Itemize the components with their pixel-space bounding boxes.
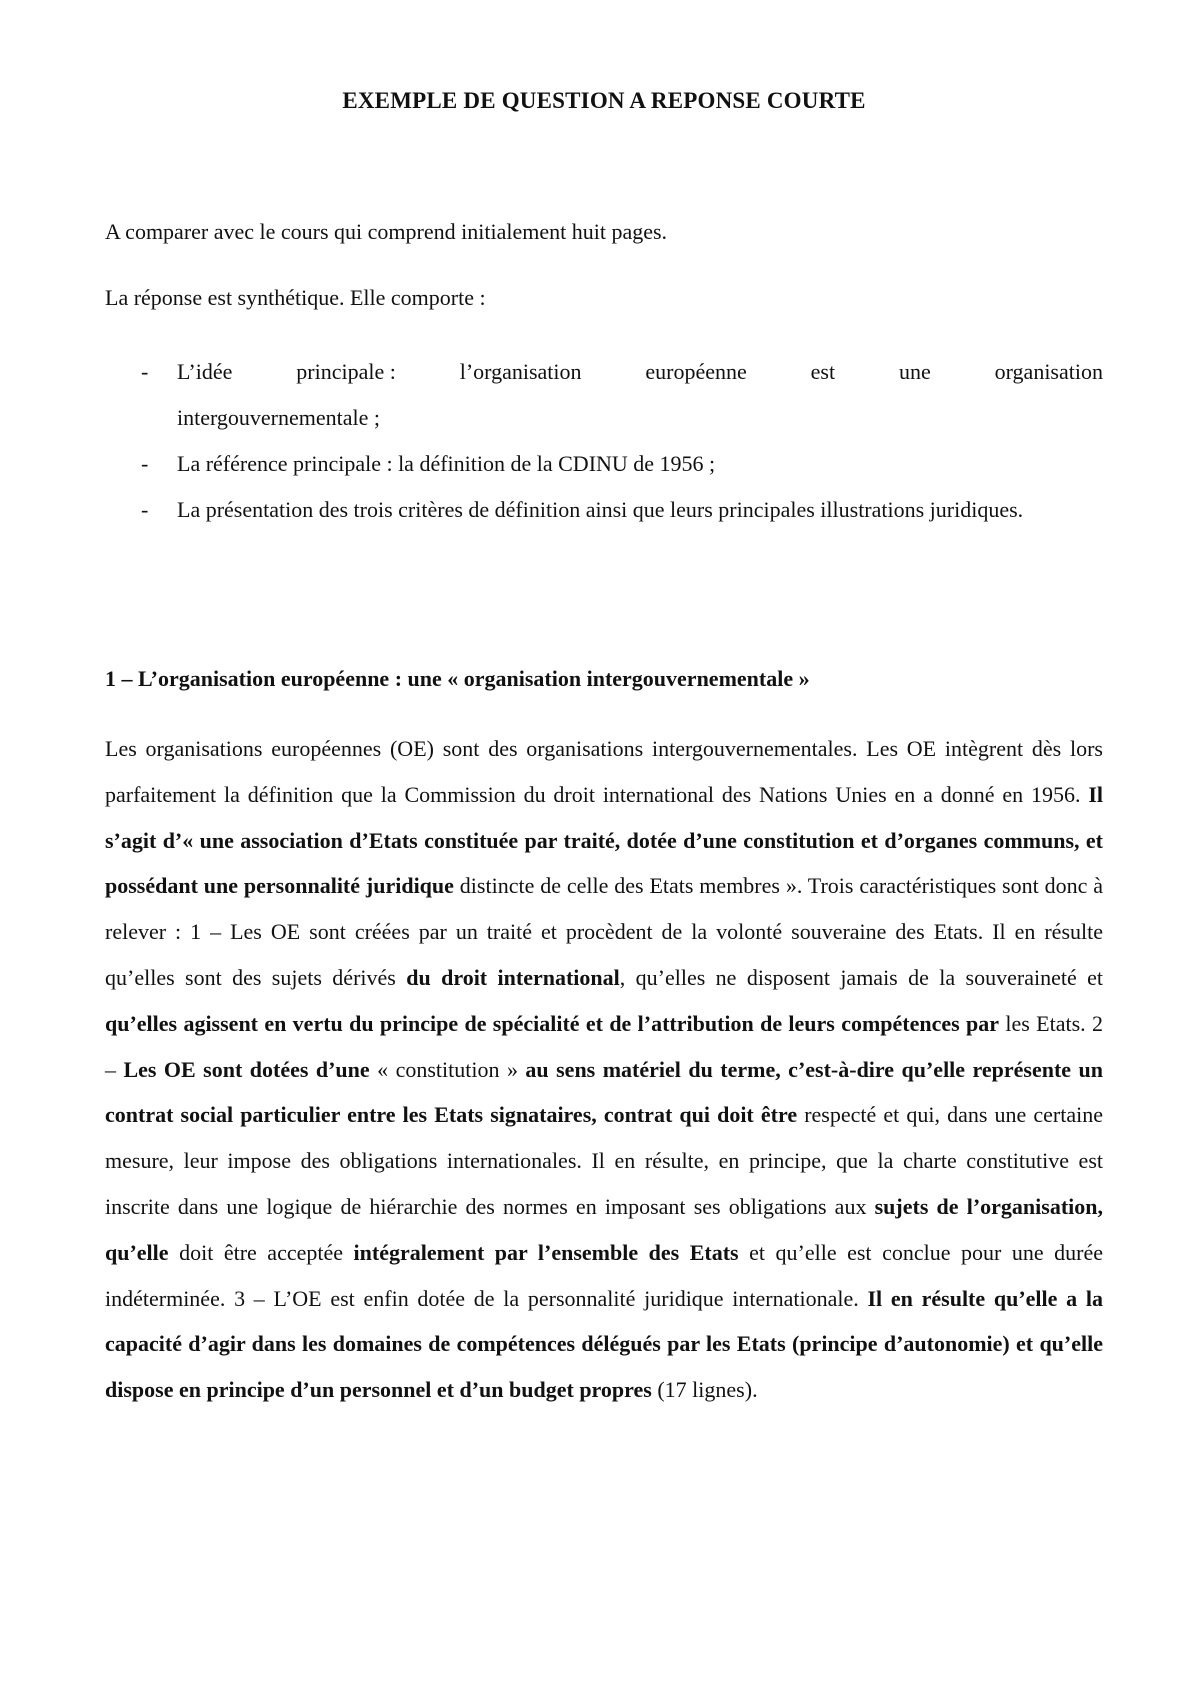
bullet-dash: - — [141, 497, 149, 522]
paragraph-segment-bold: Les OE sont dotées d’une — [123, 1056, 370, 1082]
section-heading: 1 – L’organisation européenne : une « organisation intergouvernementale » — [105, 666, 810, 691]
bullet-list — [105, 349, 1103, 533]
bullet-dash: - — [141, 451, 149, 476]
bullet-word: principale : — [296, 359, 396, 384]
bullet-word: est — [810, 359, 836, 384]
body-paragraph — [105, 726, 1103, 1413]
paragraph-segment-bold: du droit international — [406, 964, 620, 990]
paragraph-segment-bold: intégralement par l’ensemble des Etats — [353, 1239, 739, 1265]
bullet-text: La référence principale : la définition de la CDINU de 1956 ; — [177, 451, 716, 476]
bullet-item-main-idea — [105, 349, 1103, 441]
bullet-first-line — [177, 349, 1103, 395]
bullet-continuation: intergouvernementale ; — [177, 405, 381, 430]
document-page — [105, 0, 1103, 1696]
paragraph-segment: les Etats. 2 – — [105, 1010, 1103, 1082]
bullet-word: organisation — [994, 359, 1103, 384]
intro-line-comparison: A comparer avec le cours qui comprend initialement huit pages. — [105, 219, 668, 244]
intro-line-synthesis: La réponse est synthétique. Elle comporte : — [105, 285, 486, 310]
bullet-dash: - — [141, 359, 149, 384]
paragraph-segment: et qu’elle est conclue pour une durée indéterminée. 3 – L’OE est enfin dotée de la personnalité juridique internationale. — [105, 1239, 1103, 1311]
paragraph-segment: respecté et qui, dans une certaine mesure, leur impose des obligations internationales. Il en résulte, en principe, que la charte constitutive est inscrite dans une logique de hiérarchie des normes en imposant ses obligations aux — [105, 1102, 1104, 1219]
bullet-text: La présentation des trois critères de définition ainsi que leurs principales illustrations juridiques. — [177, 497, 1024, 522]
paragraph-segment-bold: Il en résulte qu’elle a la capacité d’agir dans les domaines de compétences délégués par les Etats (principe d’autonomie) et qu’elle dispose en principe d’un personnel et d’un budget propres — [105, 1285, 1103, 1403]
paragraph-segment-bold: qu’elles agissent en vertu du principe de spécialité et de l’attribution de leurs compétences par — [105, 1010, 1000, 1036]
bullet-item-main-reference — [105, 441, 1103, 487]
bullet-word: une — [898, 359, 931, 384]
paragraph-segment: (17 lignes). — [651, 1377, 758, 1403]
document-title: EXEMPLE DE QUESTION A REPONSE COURTE — [342, 88, 866, 113]
bullet-word: L’idée — [177, 359, 233, 384]
paragraph-segment: Les organisations européennes (OE) sont des organisations intergouvernementales. Les OE intègrent dès lors parfaitement la définition que la Commission du droit international des Nations Unies en a donné en 1956. — [105, 736, 1103, 807]
paragraph-segment: , qu’elles ne disposent jamais de la souveraineté et — [619, 964, 1103, 990]
paragraph-segment-bold: sujets de l’organisation, qu’elle — [105, 1193, 1103, 1265]
bullet-item-criteria — [105, 487, 1103, 533]
paragraph-segment-bold: au sens matériel du terme, c’est-à-dire qu’elle représente un contrat social particulier entre les Etats signataires, contrat qui doit être — [105, 1056, 1104, 1128]
paragraph-segment-bold: Il s’agit d’« une association d’Etats constituée par traité, dotée d’une constitution et d’organes communs, et possédant une personnalité juridique — [105, 781, 1103, 899]
bullet-word: européenne — [645, 359, 747, 384]
paragraph-segment: doit être acceptée — [168, 1239, 354, 1265]
paragraph-segment: « constitution » — [369, 1056, 526, 1082]
paragraph-segment: distincte de celle des Etats membres ». Trois caractéristiques sont donc à relever : 1 – Les OE sont créées par un traité et procèdent de la volonté souveraine des Etats. Il en résulte qu’elles sont des sujets dérivés — [105, 873, 1103, 990]
bullet-word: l’organisation — [459, 359, 582, 384]
